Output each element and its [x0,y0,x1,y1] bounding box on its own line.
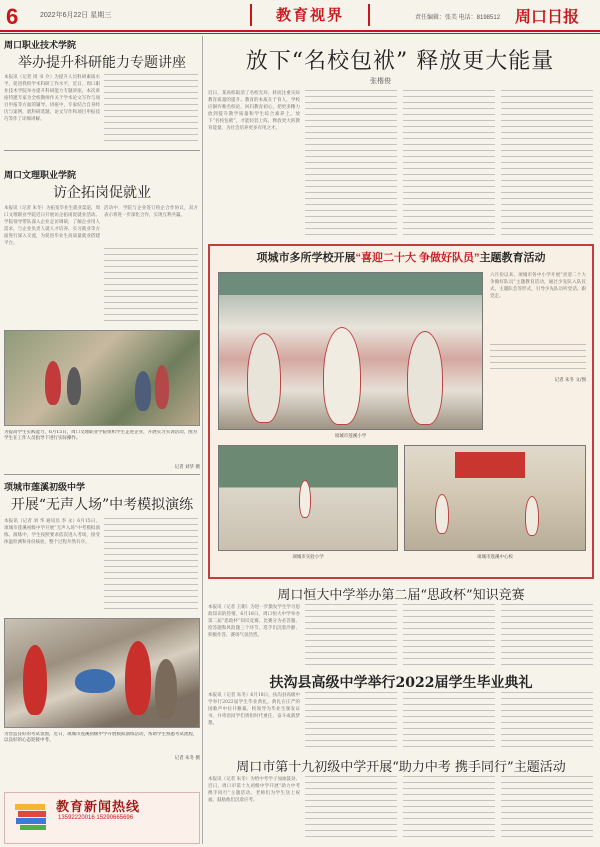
article1-kicker: 周口职业技术学院 [4,41,77,51]
article3-body-col1: 本报讯（记者 刘 华 通讯员 李 永）6月15日，项城市莲溪初级中学开展“无声入场”中考模拟演练。演练中，学生按照要求依次进入考场，接受体温检测和身份核验，整个过程井然有序。 [4,519,100,545]
newspaper-logo: 周口日报 [515,7,580,26]
article3-caption: 为营造良好的考试氛围，近日，项城市莲溪初级中学开展模拟演练活动，帮助学生熟悉考试流程，以良好的心态迎接中考。 [4,732,198,743]
article2-body-lines [104,248,198,324]
editor-info: 责任编辑：张美 电话：8198512 [415,15,501,21]
article5-body-col3 [403,692,495,750]
page-number: 6 [6,4,19,29]
divider [4,150,200,151]
column-rule [202,36,203,844]
feature-photo-main [218,272,483,430]
article3-body-col2 [104,518,198,614]
caption-main-photo: 项城市莲溪小学 [334,434,367,439]
commentary-body-col2 [305,90,397,238]
feature-photo-left [218,445,398,551]
commentary-body-col1: 近日，某高校取消了名校光环，转而注重实际教育质量的提升。教育的本质在于育人，学校应摒弃唯名校论，回归教育初心，把更多精力放到提升教学质量和学生综合素养上。放下“名校包袱”，才能轻装上阵，释放更大的教育能量，为社会培养更多有用之才。 [208,91,300,131]
caption-right-photo: 项城市莲溪中心校 [477,555,513,560]
commentary-body-col3 [403,90,495,238]
article5-body-col2 [305,692,397,750]
article1-body-col2 [104,74,198,146]
section-title: 教育视界 [250,4,370,26]
commentary-body-col4 [501,90,593,238]
divider [4,474,200,475]
article2-headline: 访企拓岗促就业 [53,185,151,201]
commentary-title: 放下“名校包袱” 释放更大能量 [245,49,555,74]
feature-text: 六月份以来，项城市各中小学开展“喜迎二十大 争做好队员”主题教育活动，通过少先队入队仪式、主题队会等形式，引导少先队员听党话、跟党走。 [490,273,586,299]
commentary-author: 张楷俊 [370,77,391,85]
books-icon [12,796,50,832]
article3-credit: 记者 朱冬 摄 [174,756,200,761]
article4-body-col1: 本报讯（记者 王朝）为进一步激发学生学习思政知识的热情，6月18日，周口恒大中学举办第二届“思政杯”知识竞赛。比赛分为必答题、抢答题和风险题三个环节，选手们沉着冷静，积极作答，赛场气氛热烈。 [208,605,300,638]
article1-headline: 举办提升科研能力专题讲座 [18,55,186,71]
feature-text-lines [490,344,586,372]
feature-credit: 记者 朱冬 文/图 [554,378,586,383]
article2-photo [4,330,200,426]
article6-body-col1: 本报讯（记者 朱冬）为给中考学子加油鼓劲，近日，周口市第十九初级中学开展“助力中考 携手同行”主题活动，老师们为学生送上祝福，鼓励他们沉着应考。 [208,777,300,803]
article5-headline: 扶沟县高级中学举行2022届学生毕业典礼 [269,675,533,691]
hotline-phone: 13592220016 15290665696 [58,815,134,821]
feature-photo-right [404,445,586,551]
photo-feature-title: 项城市多所学校开展“喜迎二十大 争做好队员”主题教育活动 [212,248,590,268]
article2-credit: 记者 刘华 摄 [174,465,200,470]
article4-body-col4 [501,604,593,668]
article2-body-col2: 活动中，学院与企业签订校企合作协议，双方表示将进一步深化合作，实现互利共赢。 [104,206,198,218]
article5-body-col1: 本报讯（记者 朱冬）6月18日，扶沟县高级中学举行2022届学生毕业典礼。典礼在庄严的国歌声中拉开帷幕，校领导为毕业生颁发证书，并寄语同学们勇担时代重任，奋斗成就梦想。 [208,693,300,726]
article2-caption: 为提高学生实践能力，6月15日，周口文理职业学院组织学生走进企业，开展实习实训活动。图为学生在工作人员指导下进行实际操作。 [4,430,198,441]
article6-body-col4 [501,776,593,842]
article3-kicker: 项城市莲溪初级中学 [4,483,86,493]
article6-body-col3 [403,776,495,842]
article2-kicker: 周口文理职业学院 [4,171,77,181]
article3-photo [4,618,200,728]
article4-body-col3 [403,604,495,668]
article2-body-col1: 本报讯（记者 朱冬）为拓宽毕业生就业渠道，周口文理职业学院近日开展访企拓岗促就业活动。学院领导带队深入企业走访调研，了解企业用人需求，与企业负责人就人才培养、实习就业等方面进行深入交流，为促进毕业生高质量就业搭建平台。 [4,206,100,246]
article3-headline: 开展“无声人场”中考模拟演练 [10,497,194,513]
article4-body-col2 [305,604,397,668]
hotline-title: 教育新闻热线 [56,800,141,815]
article4-headline: 周口恒大中学举办第二届“思政杯”知识竞赛 [277,588,525,603]
issue-date: 2022年6月22日 星期三 [40,12,112,19]
caption-left-photo: 项城市实验小学 [292,555,324,560]
header-rule [0,30,600,32]
article5-body-col4 [501,692,593,750]
article1-body-col1: 本报讯（记者 周 书 介）为提升人员科研素质水平，促进我校学术科研工作水平，近日，周口职业技术学院举办提升科研能力专题讲座。本次讲座特邀专家为全校教师作关于学术论文写作与项目申报等方面的辅导。讲座中，专家结合自身经历与案例，就科研选题、论文写作和项目申报技巧等作了详细讲解。 [4,75,100,122]
header-rule-thin [0,33,600,34]
article6-headline: 周口市第十九初级中学开展“助力中考 携手同行”主题活动 [236,760,566,775]
article6-body-col2 [305,776,397,842]
